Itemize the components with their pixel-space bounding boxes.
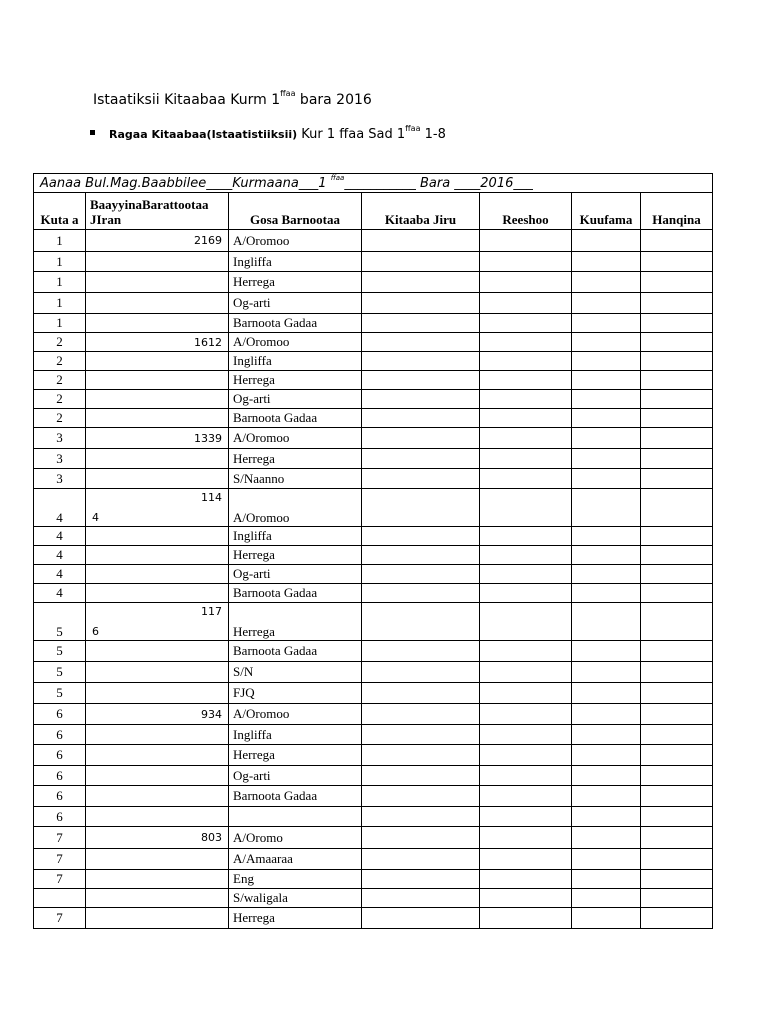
cell-kuufama [572, 293, 641, 314]
cell-baayyina [86, 584, 229, 603]
cell-kutaa: 7 [34, 908, 86, 929]
cell-kitaaba-jiru [362, 807, 480, 827]
cell-kutaa: 2 [34, 409, 86, 428]
cell-kuufama [572, 252, 641, 272]
cell-hanqina [641, 745, 713, 766]
cell-hanqina [641, 827, 713, 849]
table-row [34, 314, 713, 333]
cell-gosa: Ingliffa [229, 252, 362, 272]
cell-kuufama [572, 745, 641, 766]
cell-baayyina [86, 870, 229, 889]
table-row [34, 469, 713, 489]
table-row [34, 449, 713, 469]
table-row [34, 889, 713, 908]
cell-kutaa: 7 [34, 827, 86, 849]
cell-kuufama [572, 870, 641, 889]
cell-hanqina [641, 428, 713, 449]
header-gosa: Gosa Barnootaa [229, 193, 362, 230]
cell-kuufama [572, 333, 641, 352]
cell-kuufama [572, 489, 641, 527]
cell-hanqina [641, 449, 713, 469]
cell-kitaaba-jiru [362, 849, 480, 870]
cell-kitaaba-jiru [362, 662, 480, 683]
table-row [34, 230, 713, 252]
cell-baayyina [86, 641, 229, 662]
cell-hanqina [641, 469, 713, 489]
header-kutaa: Kuta a [34, 193, 86, 230]
cell-kuufama [572, 662, 641, 683]
cell-hanqina [641, 725, 713, 745]
cell-gosa: Herrega [229, 449, 362, 469]
table-row [34, 662, 713, 683]
cell-baayyina: 1612 [86, 333, 229, 352]
header-kitaaba-jiru: Kitaaba Jiru [362, 193, 480, 230]
cell-kutaa: 3 [34, 428, 86, 449]
cell-kuufama [572, 390, 641, 409]
cell-kutaa: 6 [34, 766, 86, 786]
cell-baayyina [86, 352, 229, 371]
cell-hanqina [641, 807, 713, 827]
cell-gosa: Og-arti [229, 293, 362, 314]
table-row [34, 489, 713, 527]
cell-kuufama [572, 546, 641, 565]
table-row [34, 527, 713, 546]
cell-gosa: A/Amaaraa [229, 849, 362, 870]
cell-baayyina [86, 807, 229, 827]
cell-hanqina [641, 786, 713, 807]
cell-kitaaba-jiru [362, 603, 480, 641]
cell-reeshoo [480, 352, 572, 371]
cell-reeshoo [480, 766, 572, 786]
cell-hanqina [641, 683, 713, 704]
table-row [34, 272, 713, 293]
header-row [34, 193, 713, 230]
cell-baayyina [86, 390, 229, 409]
cell-reeshoo [480, 272, 572, 293]
cell-kutaa: 6 [34, 725, 86, 745]
cell-kuufama [572, 352, 641, 371]
cell-kitaaba-jiru [362, 527, 480, 546]
cell-kutaa [34, 889, 86, 908]
cell-kuufama [572, 849, 641, 870]
table-row [34, 766, 713, 786]
cell-kitaaba-jiru [362, 908, 480, 929]
cell-kutaa: 4 [34, 584, 86, 603]
cell-hanqina [641, 352, 713, 371]
cell-kutaa: 7 [34, 849, 86, 870]
cell-kuufama [572, 827, 641, 849]
table-row [34, 409, 713, 428]
cell-baayyina [86, 409, 229, 428]
cell-kitaaba-jiru [362, 546, 480, 565]
cell-gosa: Herrega [229, 745, 362, 766]
cell-baayyina [86, 272, 229, 293]
cell-kuufama [572, 469, 641, 489]
cell-reeshoo [480, 870, 572, 889]
cell-kuufama [572, 272, 641, 293]
cell-kutaa: 5 [34, 603, 86, 641]
cell-kitaaba-jiru [362, 293, 480, 314]
info-cell: Aanaa Bul.Mag.Baabbilee____Kurmaana___1 $^{ffaa}$___________ Bara ____2016___ [34, 174, 713, 193]
cell-hanqina [641, 565, 713, 584]
cell-reeshoo [480, 333, 572, 352]
table-row [34, 390, 713, 409]
table-row [34, 428, 713, 449]
cell-kitaaba-jiru [362, 827, 480, 849]
cell-baayyina [86, 252, 229, 272]
table-row [34, 827, 713, 849]
cell-gosa: Og-arti [229, 565, 362, 584]
table-row [34, 870, 713, 889]
table-row [34, 725, 713, 745]
cell-reeshoo [480, 584, 572, 603]
cell-gosa: Barnoota Gadaa [229, 409, 362, 428]
cell-hanqina [641, 333, 713, 352]
cell-hanqina [641, 603, 713, 641]
cell-reeshoo [480, 428, 572, 449]
cell-reeshoo [480, 409, 572, 428]
cell-baayyina [86, 745, 229, 766]
cell-gosa: Barnoota Gadaa [229, 641, 362, 662]
cell-gosa: Barnoota Gadaa [229, 786, 362, 807]
cell-hanqina [641, 272, 713, 293]
cell-baayyina: 934 [86, 704, 229, 725]
cell-baayyina: 1339 [86, 428, 229, 449]
table-row [34, 565, 713, 584]
cell-kutaa: 6 [34, 786, 86, 807]
cell-kitaaba-jiru [362, 314, 480, 333]
cell-gosa: Ingliffa [229, 527, 362, 546]
cell-reeshoo [480, 889, 572, 908]
table-row [34, 333, 713, 352]
cell-gosa: A/Oromoo [229, 704, 362, 725]
cell-kuufama [572, 641, 641, 662]
cell-kitaaba-jiru [362, 704, 480, 725]
cell-reeshoo [480, 704, 572, 725]
cell-kitaaba-jiru [362, 333, 480, 352]
cell-kitaaba-jiru [362, 252, 480, 272]
cell-kitaaba-jiru [362, 786, 480, 807]
table-row [34, 849, 713, 870]
cell-gosa: Herrega [229, 603, 362, 641]
cell-kutaa: 7 [34, 870, 86, 889]
cell-baayyina [86, 889, 229, 908]
cell-gosa: Herrega [229, 371, 362, 390]
cell-kitaaba-jiru [362, 683, 480, 704]
cell-gosa: FJQ [229, 683, 362, 704]
cell-kuufama [572, 230, 641, 252]
cell-kitaaba-jiru [362, 449, 480, 469]
cell-baayyina [86, 293, 229, 314]
cell-kitaaba-jiru [362, 272, 480, 293]
cell-baayyina: 803 [86, 827, 229, 849]
cell-baayyina [86, 489, 229, 527]
cell-kitaaba-jiru [362, 870, 480, 889]
cell-hanqina [641, 584, 713, 603]
table-row [34, 252, 713, 272]
cell-gosa: Barnoota Gadaa [229, 584, 362, 603]
cell-reeshoo [480, 641, 572, 662]
cell-kitaaba-jiru [362, 469, 480, 489]
cell-kutaa: 2 [34, 390, 86, 409]
cell-baayyina [86, 565, 229, 584]
cell-baayyina [86, 725, 229, 745]
cell-kuufama [572, 584, 641, 603]
cell-baayyina [86, 683, 229, 704]
cell-kuufama [572, 766, 641, 786]
cell-reeshoo [480, 546, 572, 565]
cell-hanqina [641, 293, 713, 314]
cell-hanqina [641, 704, 713, 725]
cell-kuufama [572, 603, 641, 641]
cell-hanqina [641, 252, 713, 272]
table-row [34, 546, 713, 565]
cell-kitaaba-jiru [362, 352, 480, 371]
cell-hanqina [641, 489, 713, 527]
table-row [34, 641, 713, 662]
cell-baayyina [86, 662, 229, 683]
cell-kuufama [572, 449, 641, 469]
cell-gosa: Og-arti [229, 390, 362, 409]
cell-baayyina [86, 546, 229, 565]
cell-reeshoo [480, 252, 572, 272]
cell-kutaa: 1 [34, 314, 86, 333]
cell-kutaa: 5 [34, 641, 86, 662]
cell-reeshoo [480, 565, 572, 584]
cell-baayyina [86, 849, 229, 870]
cell-hanqina [641, 908, 713, 929]
cell-hanqina [641, 849, 713, 870]
cell-reeshoo [480, 527, 572, 546]
cell-reeshoo [480, 469, 572, 489]
cell-hanqina [641, 230, 713, 252]
cell-reeshoo [480, 849, 572, 870]
cell-reeshoo [480, 786, 572, 807]
cell-gosa: Ingliffa [229, 725, 362, 745]
cell-kuufama [572, 807, 641, 827]
table-row [34, 683, 713, 704]
cell-reeshoo [480, 908, 572, 929]
cell-baayyina [86, 603, 229, 641]
cell-hanqina [641, 662, 713, 683]
table-row [34, 584, 713, 603]
cell-baayyina: 2169 [86, 230, 229, 252]
cell-gosa: S/N [229, 662, 362, 683]
cell-kutaa: 5 [34, 662, 86, 683]
cell-reeshoo [480, 230, 572, 252]
cell-kitaaba-jiru [362, 390, 480, 409]
cell-kuufama [572, 371, 641, 390]
statistics-table [33, 173, 713, 929]
header-reeshoo: Reeshoo [480, 193, 572, 230]
cell-kutaa: 1 [34, 293, 86, 314]
table-row [34, 293, 713, 314]
cell-gosa: A/Oromoo [229, 489, 362, 527]
cell-baayyina [86, 786, 229, 807]
table-row [34, 786, 713, 807]
document-subtitle: Ragaa Kitaabaa(Istaatistiiksii) Kur 1 ffaa Sad $1^{ffaa}$ 1-8 [90, 127, 446, 142]
cell-reeshoo [480, 293, 572, 314]
cell-reeshoo [480, 390, 572, 409]
cell-reeshoo [480, 683, 572, 704]
cell-kuufama [572, 314, 641, 333]
cell-reeshoo [480, 371, 572, 390]
cell-gosa: Eng [229, 870, 362, 889]
bullet-icon [90, 130, 95, 135]
cell-baayyina [86, 527, 229, 546]
cell-reeshoo [480, 489, 572, 527]
baayyina-bottom: 6 [92, 625, 99, 638]
table-row [34, 352, 713, 371]
header-baayyina: BaayyinaBarattootaa JIran [86, 193, 229, 230]
cell-kutaa: 4 [34, 489, 86, 527]
cell-kutaa: 6 [34, 807, 86, 827]
table-row [34, 371, 713, 390]
cell-kuufama [572, 428, 641, 449]
document-title: Istaatiksii Kitaabaa Kurm $1^{ffaa}$ bara 2016 [93, 89, 372, 108]
cell-baayyina [86, 469, 229, 489]
cell-gosa: A/Oromoo [229, 333, 362, 352]
cell-hanqina [641, 546, 713, 565]
cell-gosa: Og-arti [229, 766, 362, 786]
cell-kitaaba-jiru [362, 766, 480, 786]
cell-baayyina [86, 766, 229, 786]
cell-kitaaba-jiru [362, 745, 480, 766]
cell-kutaa: 1 [34, 272, 86, 293]
table-row [34, 704, 713, 725]
cell-hanqina [641, 390, 713, 409]
header-hanqina: Hanqina [641, 193, 713, 230]
cell-reeshoo [480, 807, 572, 827]
cell-kutaa: 6 [34, 745, 86, 766]
cell-gosa: A/Oromo [229, 827, 362, 849]
table-body [34, 230, 713, 929]
cell-kutaa: 3 [34, 469, 86, 489]
header-kuufama: Kuufama [572, 193, 641, 230]
cell-kuufama [572, 908, 641, 929]
cell-gosa: S/waligala [229, 889, 362, 908]
cell-kitaaba-jiru [362, 428, 480, 449]
cell-kuufama [572, 725, 641, 745]
cell-kitaaba-jiru [362, 725, 480, 745]
cell-kutaa: 4 [34, 546, 86, 565]
cell-kuufama [572, 409, 641, 428]
cell-gosa: Ingliffa [229, 352, 362, 371]
cell-kuufama [572, 786, 641, 807]
cell-kitaaba-jiru [362, 641, 480, 662]
cell-kuufama [572, 889, 641, 908]
cell-kutaa: 2 [34, 352, 86, 371]
cell-gosa: Herrega [229, 908, 362, 929]
cell-hanqina [641, 371, 713, 390]
cell-kitaaba-jiru [362, 409, 480, 428]
cell-kutaa: 2 [34, 371, 86, 390]
cell-gosa: Herrega [229, 546, 362, 565]
cell-hanqina [641, 766, 713, 786]
table-row [34, 908, 713, 929]
cell-kutaa: 4 [34, 565, 86, 584]
cell-reeshoo [480, 603, 572, 641]
cell-gosa: A/Oromoo [229, 428, 362, 449]
cell-baayyina [86, 908, 229, 929]
cell-kuufama [572, 704, 641, 725]
cell-kutaa: 1 [34, 252, 86, 272]
cell-kutaa: 6 [34, 704, 86, 725]
cell-kutaa: 3 [34, 449, 86, 469]
cell-reeshoo [480, 725, 572, 745]
cell-hanqina [641, 870, 713, 889]
baayyina-bottom: 4 [92, 511, 99, 524]
cell-hanqina [641, 527, 713, 546]
cell-kitaaba-jiru [362, 565, 480, 584]
baayyina-top: 114 [201, 491, 222, 504]
table-row [34, 603, 713, 641]
cell-kuufama [572, 683, 641, 704]
cell-baayyina [86, 449, 229, 469]
cell-hanqina [641, 889, 713, 908]
cell-gosa: Barnoota Gadaa [229, 314, 362, 333]
baayyina-top: 117 [201, 605, 222, 618]
cell-kitaaba-jiru [362, 230, 480, 252]
cell-baayyina [86, 371, 229, 390]
cell-kutaa: 2 [34, 333, 86, 352]
cell-reeshoo [480, 314, 572, 333]
cell-reeshoo [480, 449, 572, 469]
cell-baayyina [86, 314, 229, 333]
cell-kutaa: 5 [34, 683, 86, 704]
table-row [34, 745, 713, 766]
cell-reeshoo [480, 827, 572, 849]
cell-hanqina [641, 641, 713, 662]
cell-reeshoo [480, 745, 572, 766]
info-row [34, 174, 713, 193]
table-row [34, 807, 713, 827]
cell-gosa [229, 807, 362, 827]
cell-kuufama [572, 527, 641, 546]
cell-kuufama [572, 565, 641, 584]
cell-kutaa: 1 [34, 230, 86, 252]
cell-kitaaba-jiru [362, 489, 480, 527]
cell-kitaaba-jiru [362, 889, 480, 908]
cell-gosa: S/Naanno [229, 469, 362, 489]
cell-reeshoo [480, 662, 572, 683]
cell-gosa: Herrega [229, 272, 362, 293]
cell-kutaa: 4 [34, 527, 86, 546]
cell-gosa: A/Oromoo [229, 230, 362, 252]
cell-hanqina [641, 409, 713, 428]
cell-kitaaba-jiru [362, 371, 480, 390]
cell-kitaaba-jiru [362, 584, 480, 603]
cell-hanqina [641, 314, 713, 333]
